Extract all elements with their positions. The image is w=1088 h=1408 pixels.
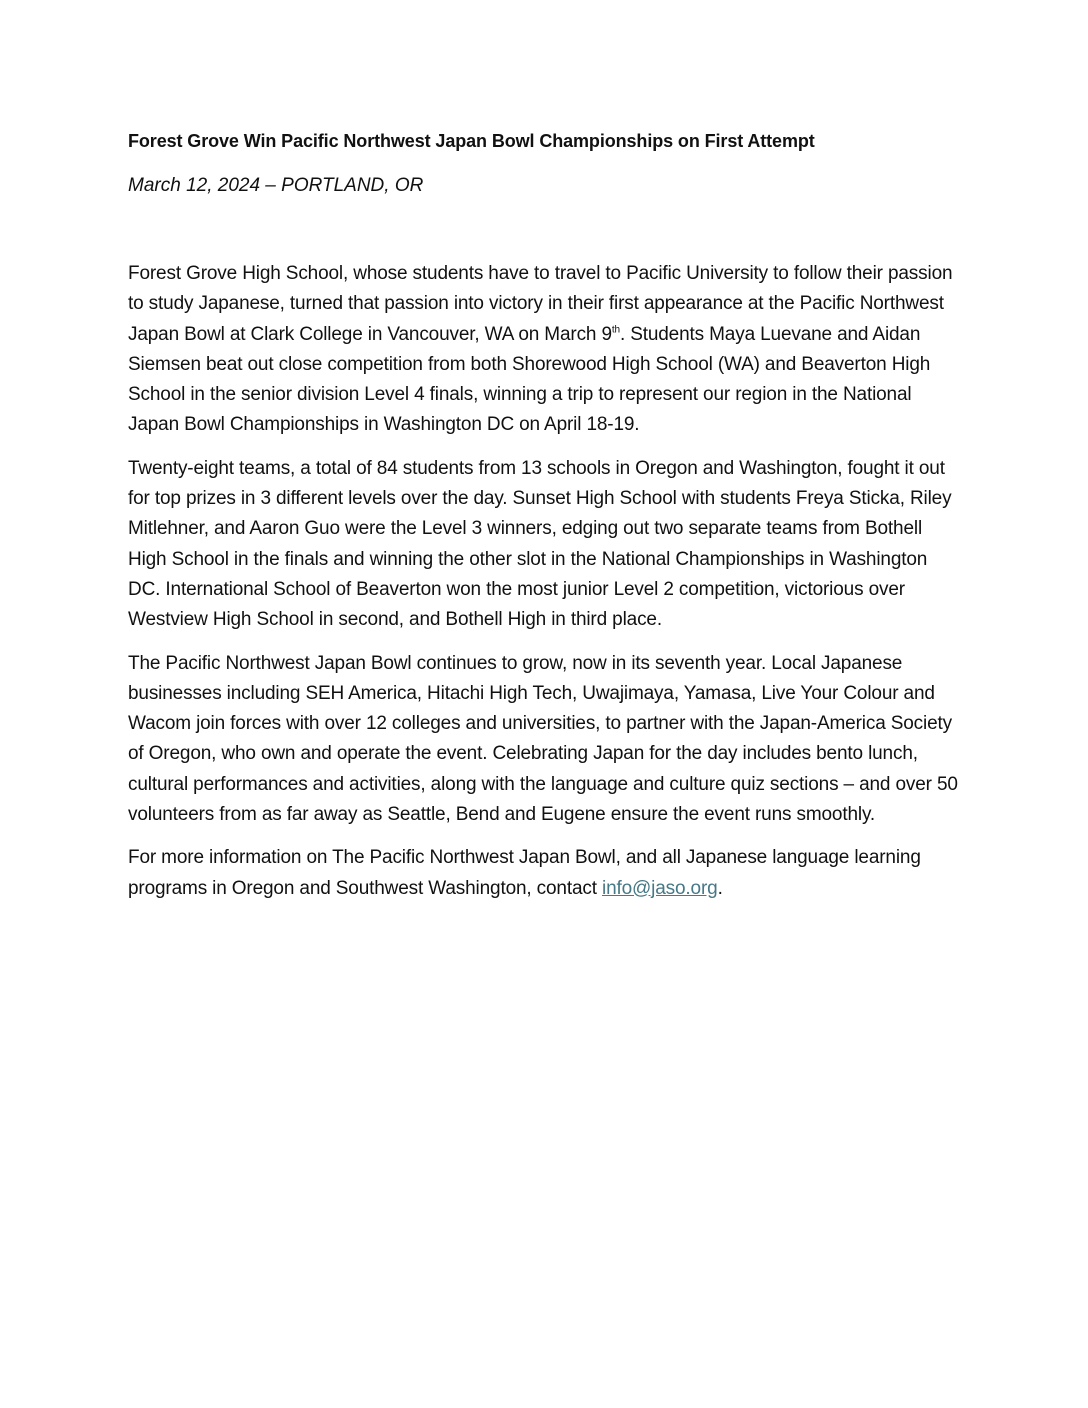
headline: Forest Grove Win Pacific Northwest Japan Bowl Championships on First Attempt bbox=[128, 131, 815, 151]
trailing-period: . bbox=[717, 877, 723, 899]
ordinal-suffix: th bbox=[611, 324, 620, 336]
paragraph-text: . Students Maya Luevane and Aidan Siemsen beat out close competition from both Shorewood High School (WA) and Beaverton High School in the senior division Level 4 finals, winning a trip to represent our region in the National Japan Bowl Championships in Washington DC on April 18-19. bbox=[128, 323, 931, 436]
press-release bbox=[128, 128, 963, 904]
paragraph-contact bbox=[128, 843, 963, 904]
paragraph-competition-results: Twenty-eight teams, a total of 84 students from 13 schools in Oregon and Washington, fought it out for top prizes in 3 different levels over the day. Sunset High School with students Freya Sticka, Riley Mitlehner, and Aaron Guo were the Level 3 winners, edging out two separate teams from Bothell High School in the finals and winning the other slot in the National Championships in Washington DC. International School of Beaverton won the most junior Level 2 competition, victorious over Westview High School in second, and Bothell High in third place. bbox=[128, 457, 952, 631]
paragraph-event-growth: The Pacific Northwest Japan Bowl continues to grow, now in its seventh year. Local Japanese businesses including SEH America, Hitachi High Tech, Uwajimaya, Yamasa, Live Your Colour and Wacom join forces with over 12 colleges and universities, to partner with the Japan-America Society of Oregon, who own and operate the event. Celebrating Japan for the day includes bento lunch, cultural performances and activities, along with the language and culture quiz sections – and over 50 volunteers from as far away as Seattle, Bend and Eugene ensure the event runs smoothly. bbox=[128, 652, 958, 826]
email-link[interactable]: info@jaso.org bbox=[602, 877, 718, 899]
paragraph-forest-grove-win bbox=[128, 259, 963, 441]
contact-text: For more information on The Pacific Northwest Japan Bowl, and all Japanese language learning programs in Oregon and Southwest Washington, contact bbox=[128, 847, 921, 899]
paragraph-text: Forest Grove High School, whose students have to travel to Pacific University to follow their passion to study Japanese, turned that passion into victory in their first appearance at the Pacific Northwest Japan Bowl at Clark College in Vancouver, WA on March 9 bbox=[128, 263, 953, 345]
dateline: March 12, 2024 – PORTLAND, OR bbox=[128, 175, 424, 196]
